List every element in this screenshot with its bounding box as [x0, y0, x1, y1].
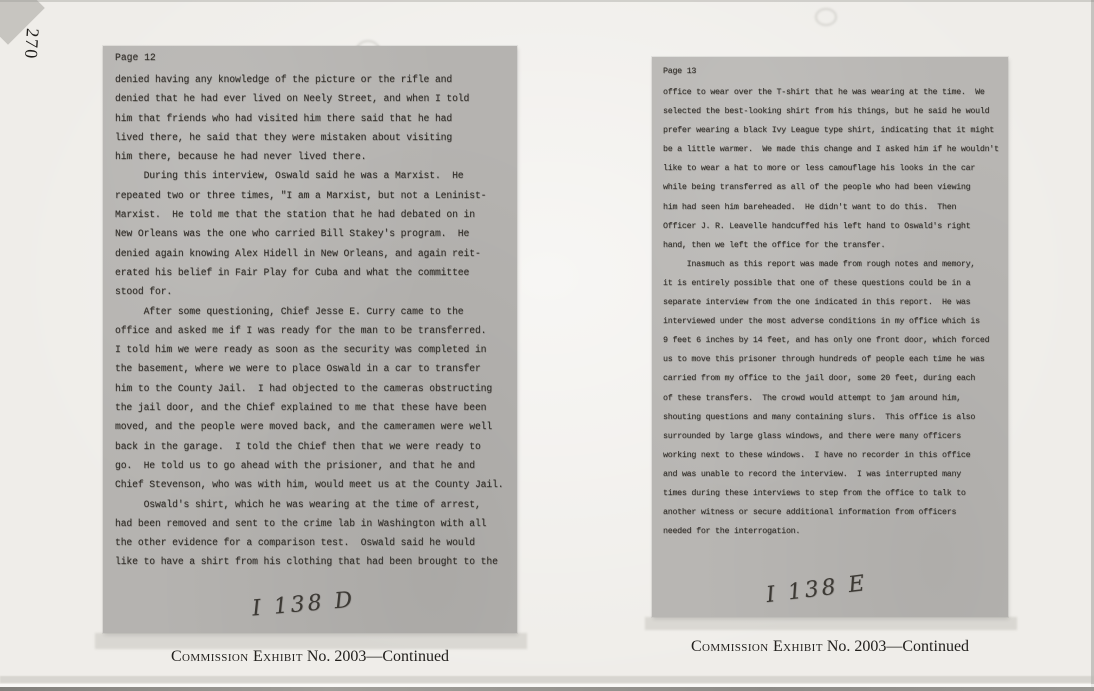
caption-rest: No. 2003—Continued: [822, 638, 970, 655]
typewritten-line: like to have a shirt from his clothing that had been brought to the: [115, 556, 498, 568]
typewritten-line: the other evidence for a comparison test. Oswald said he would: [115, 537, 475, 549]
typewritten-line: lived there, he said that they were mistaken about visiting: [115, 131, 453, 143]
typewritten-line: denied again knowing Alex Hidell in New Orleans, and again reit-: [115, 247, 481, 259]
typewritten-line: shouting questions and many containing slurs. This office is also: [663, 412, 976, 422]
page-label: Page 12: [115, 52, 156, 63]
typewritten-line: I told him we were ready as soon as the security was completed in: [115, 344, 487, 356]
typewritten-line: repeated two or three times, "I am a Marxist, but not a Leninist-: [115, 189, 487, 201]
typewritten-line: another witness or secure additional information from officers: [663, 508, 957, 518]
album-sheet-edge: [0, 676, 1094, 683]
typewritten-line: be a little warmer. We made this change and I asked him if he wouldn't: [663, 145, 999, 155]
typewritten-line: stood for.: [115, 286, 173, 298]
handwritten-exhibit-mark: I 138 E: [764, 570, 869, 609]
typewritten-line: go. He told us to go ahead with the prisioner, and that he and: [115, 459, 475, 471]
typewritten-line: like to wear a hat to more or less camouflage his looks in the car: [663, 164, 976, 174]
typewritten-line: and was unable to record the interview. I was interrupted many: [663, 469, 961, 479]
scanned-page-12: [103, 46, 517, 633]
margin-page-number: 270: [20, 27, 43, 61]
typewritten-line: him there, because he had never lived there.: [115, 151, 367, 163]
caption-smallcaps: Commission Exhibit: [690, 638, 823, 655]
scanned-page-13: [652, 57, 1008, 617]
typewritten-line: Inasmuch as this report was made from rough notes and memory,: [663, 259, 976, 269]
exhibit-caption: [103, 648, 517, 666]
typewritten-line: After some questioning, Chief Jesse E. Curry came to the: [115, 305, 464, 317]
typewritten-line: separate interview from the one indicated in this report. He was: [663, 298, 971, 308]
typewritten-line: had been removed and sent to the crime lab in Washington with all: [115, 517, 487, 529]
page-label: Page 13: [663, 67, 697, 76]
typewritten-line: it is entirely possible that one of these questions could be in a: [663, 278, 971, 288]
typewritten-line: working next to these windows. I have no recorder in this office: [663, 450, 971, 460]
typewritten-line: him that friends who had visited him there said that he had: [115, 112, 453, 124]
typewritten-text: [115, 70, 504, 572]
typewritten-line: office to wear over the T-shirt that he was wearing at the time. We: [663, 88, 985, 97]
typewritten-line: Officer J. R. Leavelle handcuffed his left hand to Oswald's right: [663, 221, 971, 231]
album-edge-shadow-right: [645, 617, 1017, 630]
typewritten-line: 9 feet 6 inches by 14 feet, and has only one front door, which forced: [663, 336, 990, 346]
typewritten-line: Marxist. He told me that the station that he had debated on in: [115, 209, 475, 221]
typewritten-line: the jail door, and the Chief explained to me that these have been: [115, 402, 487, 414]
typewritten-line: During this interview, Oswald said he was a Marxist. He: [115, 170, 464, 182]
typewritten-line: denied having any knowledge of the picture or the rifle and: [115, 74, 453, 85]
photo-top-edge: [0, 0, 1094, 2]
typewritten-line: him to the County Jail. I had objected to the cameras obstructing: [115, 382, 493, 394]
typewritten-line: office and asked me if I was ready for the man to be transferred.: [115, 324, 487, 336]
typewritten-line: carried from my office to the jail door, some 20 feet, during each: [663, 374, 976, 384]
typewritten-line: selected the best-looking shirt from his things, but he said he would: [663, 107, 990, 117]
typewritten-line: hand, then we left the office for the transfer.: [663, 240, 886, 250]
typewritten-line: him had seen him bareheaded. He didn't want to do this. Then: [663, 202, 957, 212]
typewritten-line: New Orleans was the one who carried Bill Stakey's program. He: [115, 228, 470, 240]
handwritten-exhibit-mark: I 138 D: [251, 587, 357, 622]
typewritten-line: needed for the interrogation.: [663, 527, 801, 537]
typewritten-line: denied that he had ever lived on Neely Street, and when I told: [115, 93, 470, 105]
typewritten-line: moved, and the people were moved back, and the cameramen were well: [115, 421, 493, 433]
typewritten-line: us to move this prisoner through hundreds of people each time he was: [663, 355, 985, 365]
photo-bottom-edge: [0, 687, 1094, 691]
typewritten-text: [663, 83, 999, 541]
smudge-mark: [815, 8, 837, 26]
typewritten-line: of these transfers. The crowd would attempt to jam around him,: [663, 393, 961, 403]
typewritten-line: surrounded by large glass windows, and there were many officers: [663, 431, 961, 441]
caption-rest: No. 2003—Continued: [302, 648, 450, 665]
typewritten-line: Oswald's shirt, which he was wearing at the time of arrest,: [115, 498, 481, 510]
typewritten-line: while being transferred as all of the people who had been viewing: [663, 183, 971, 193]
exhibit-caption: [652, 638, 1008, 656]
typewritten-line: prefer wearing a black Ivy League type shirt, indicating that it might: [663, 126, 995, 136]
typewritten-line: interviewed under the most adverse conditions in my office which is: [663, 317, 980, 327]
typewritten-line: the basement, where we were to place Oswald in a car to transfer: [115, 363, 481, 375]
caption-smallcaps: Commission Exhibit: [170, 648, 303, 665]
typewritten-line: Chief Stevenson, who was with him, would meet us at the County Jail.: [115, 479, 504, 491]
typewritten-line: times during these interviews to step from the office to talk to: [663, 488, 966, 498]
album-edge-shadow-left: [95, 633, 527, 649]
typewritten-line: back in the garage. I told the Chief then that we were ready to: [115, 440, 481, 452]
typewritten-line: erated his belief in Fair Play for Cuba and what the committee: [115, 266, 470, 278]
